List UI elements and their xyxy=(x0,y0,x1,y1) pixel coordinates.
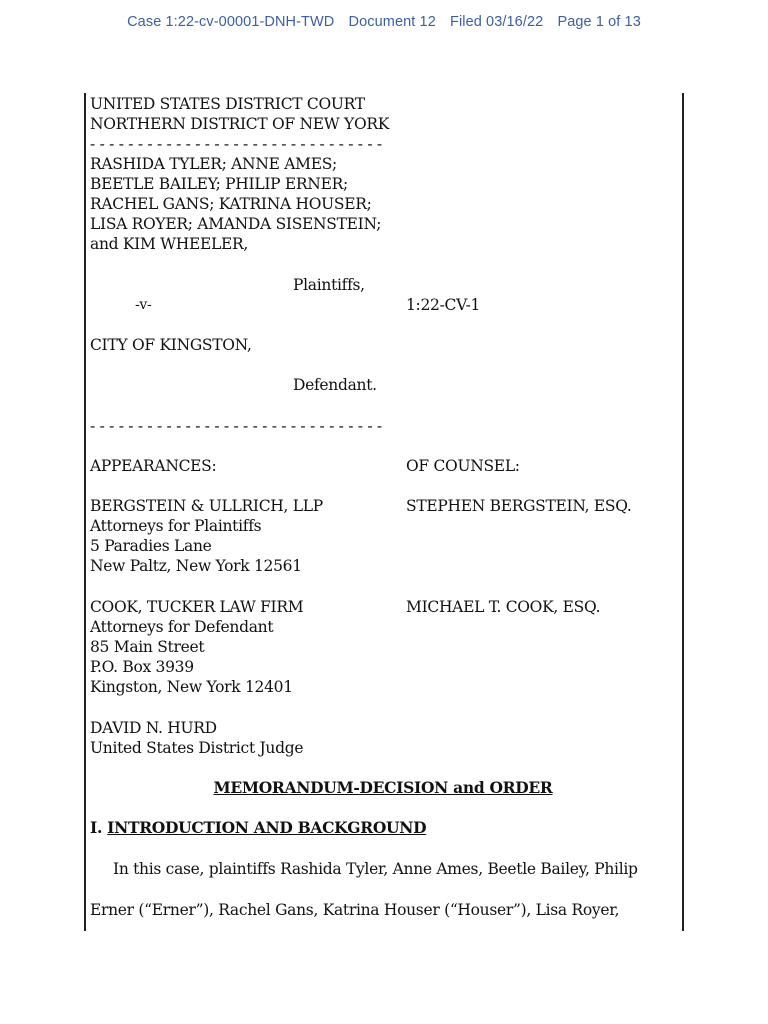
defendant-role: Defendant. xyxy=(293,376,377,394)
versus: -v- xyxy=(135,297,152,313)
plaintiffs-role: Plaintiffs, xyxy=(293,276,365,294)
plaintiff-firm-line: Attorneys for Plaintiffs xyxy=(90,517,262,535)
defendant-firm-line: Attorneys for Defendant xyxy=(90,618,274,636)
section-heading xyxy=(90,818,426,838)
left-caption-border xyxy=(84,93,86,931)
of-counsel-heading: OF COUNSEL: xyxy=(406,457,520,475)
plaintiff-line: and KIM WHEELER, xyxy=(90,235,249,253)
plaintiff-line: RASHIDA TYLER; ANNE AMES; xyxy=(90,155,337,173)
caption-separator-bottom: - - - - - - - - - - - - - - - - - - - - - - - - - - - - - - - xyxy=(90,417,382,435)
caption-separator-top: - - - - - - - - - - - - - - - - - - - - - - - - - - - - - - - xyxy=(90,135,382,153)
filed-date: Filed 03/16/22 xyxy=(450,14,544,30)
section-number: I. xyxy=(90,818,103,837)
right-caption-border xyxy=(682,93,684,931)
court-name: UNITED STATES DISTRICT COURT xyxy=(90,95,365,113)
defendant-name: CITY OF KINGSTON, xyxy=(90,336,252,354)
defendant-firm-line: P.O. Box 3939 xyxy=(90,658,194,676)
plaintiff-line: BEETLE BAILEY; PHILIP ERNER; xyxy=(90,175,348,193)
defendant-counsel: MICHAEL T. COOK, ESQ. xyxy=(406,598,601,616)
page-indicator: Page 1 of 13 xyxy=(557,14,641,30)
document-number: Document 12 xyxy=(348,14,436,30)
judge-title: United States District Judge xyxy=(90,739,304,757)
section-title: INTRODUCTION AND BACKGROUND xyxy=(107,818,427,837)
appearances-heading: APPEARANCES: xyxy=(90,457,217,475)
defendant-firm-name: COOK, TUCKER LAW FIRM xyxy=(90,598,304,616)
body-text-line: In this case, plaintiffs Rashida Tyler, Anne Ames, Beetle Bailey, Philip xyxy=(113,860,638,878)
defendant-firm-line: 85 Main Street xyxy=(90,638,205,656)
plaintiff-counsel: STEPHEN BERGSTEIN, ESQ. xyxy=(406,497,632,515)
plaintiff-line: LISA ROYER; AMANDA SISENSTEIN; xyxy=(90,215,382,233)
judge-name: DAVID N. HURD xyxy=(90,719,217,737)
plaintiff-firm-line: New Paltz, New York 12561 xyxy=(90,557,302,575)
document-header xyxy=(0,14,768,30)
plaintiff-firm-name: BERGSTEIN & ULLRICH, LLP xyxy=(90,497,323,515)
defendant-firm-line: Kingston, New York 12401 xyxy=(90,678,293,696)
plaintiff-firm-line: 5 Paradies Lane xyxy=(90,537,212,555)
plaintiff-line: RACHEL GANS; KATRINA HOUSER; xyxy=(90,195,372,213)
case-number-header: Case 1:22-cv-00001-DNH-TWD xyxy=(127,14,335,30)
court-district: NORTHERN DISTRICT OF NEW YORK xyxy=(90,115,390,133)
body-text-line: Erner (“Erner”), Rachel Gans, Katrina Houser (“Houser”), Lisa Royer, xyxy=(90,901,620,919)
case-number: 1:22-CV-1 xyxy=(406,296,481,314)
decision-title: MEMORANDUM-DECISION and ORDER xyxy=(213,778,553,797)
